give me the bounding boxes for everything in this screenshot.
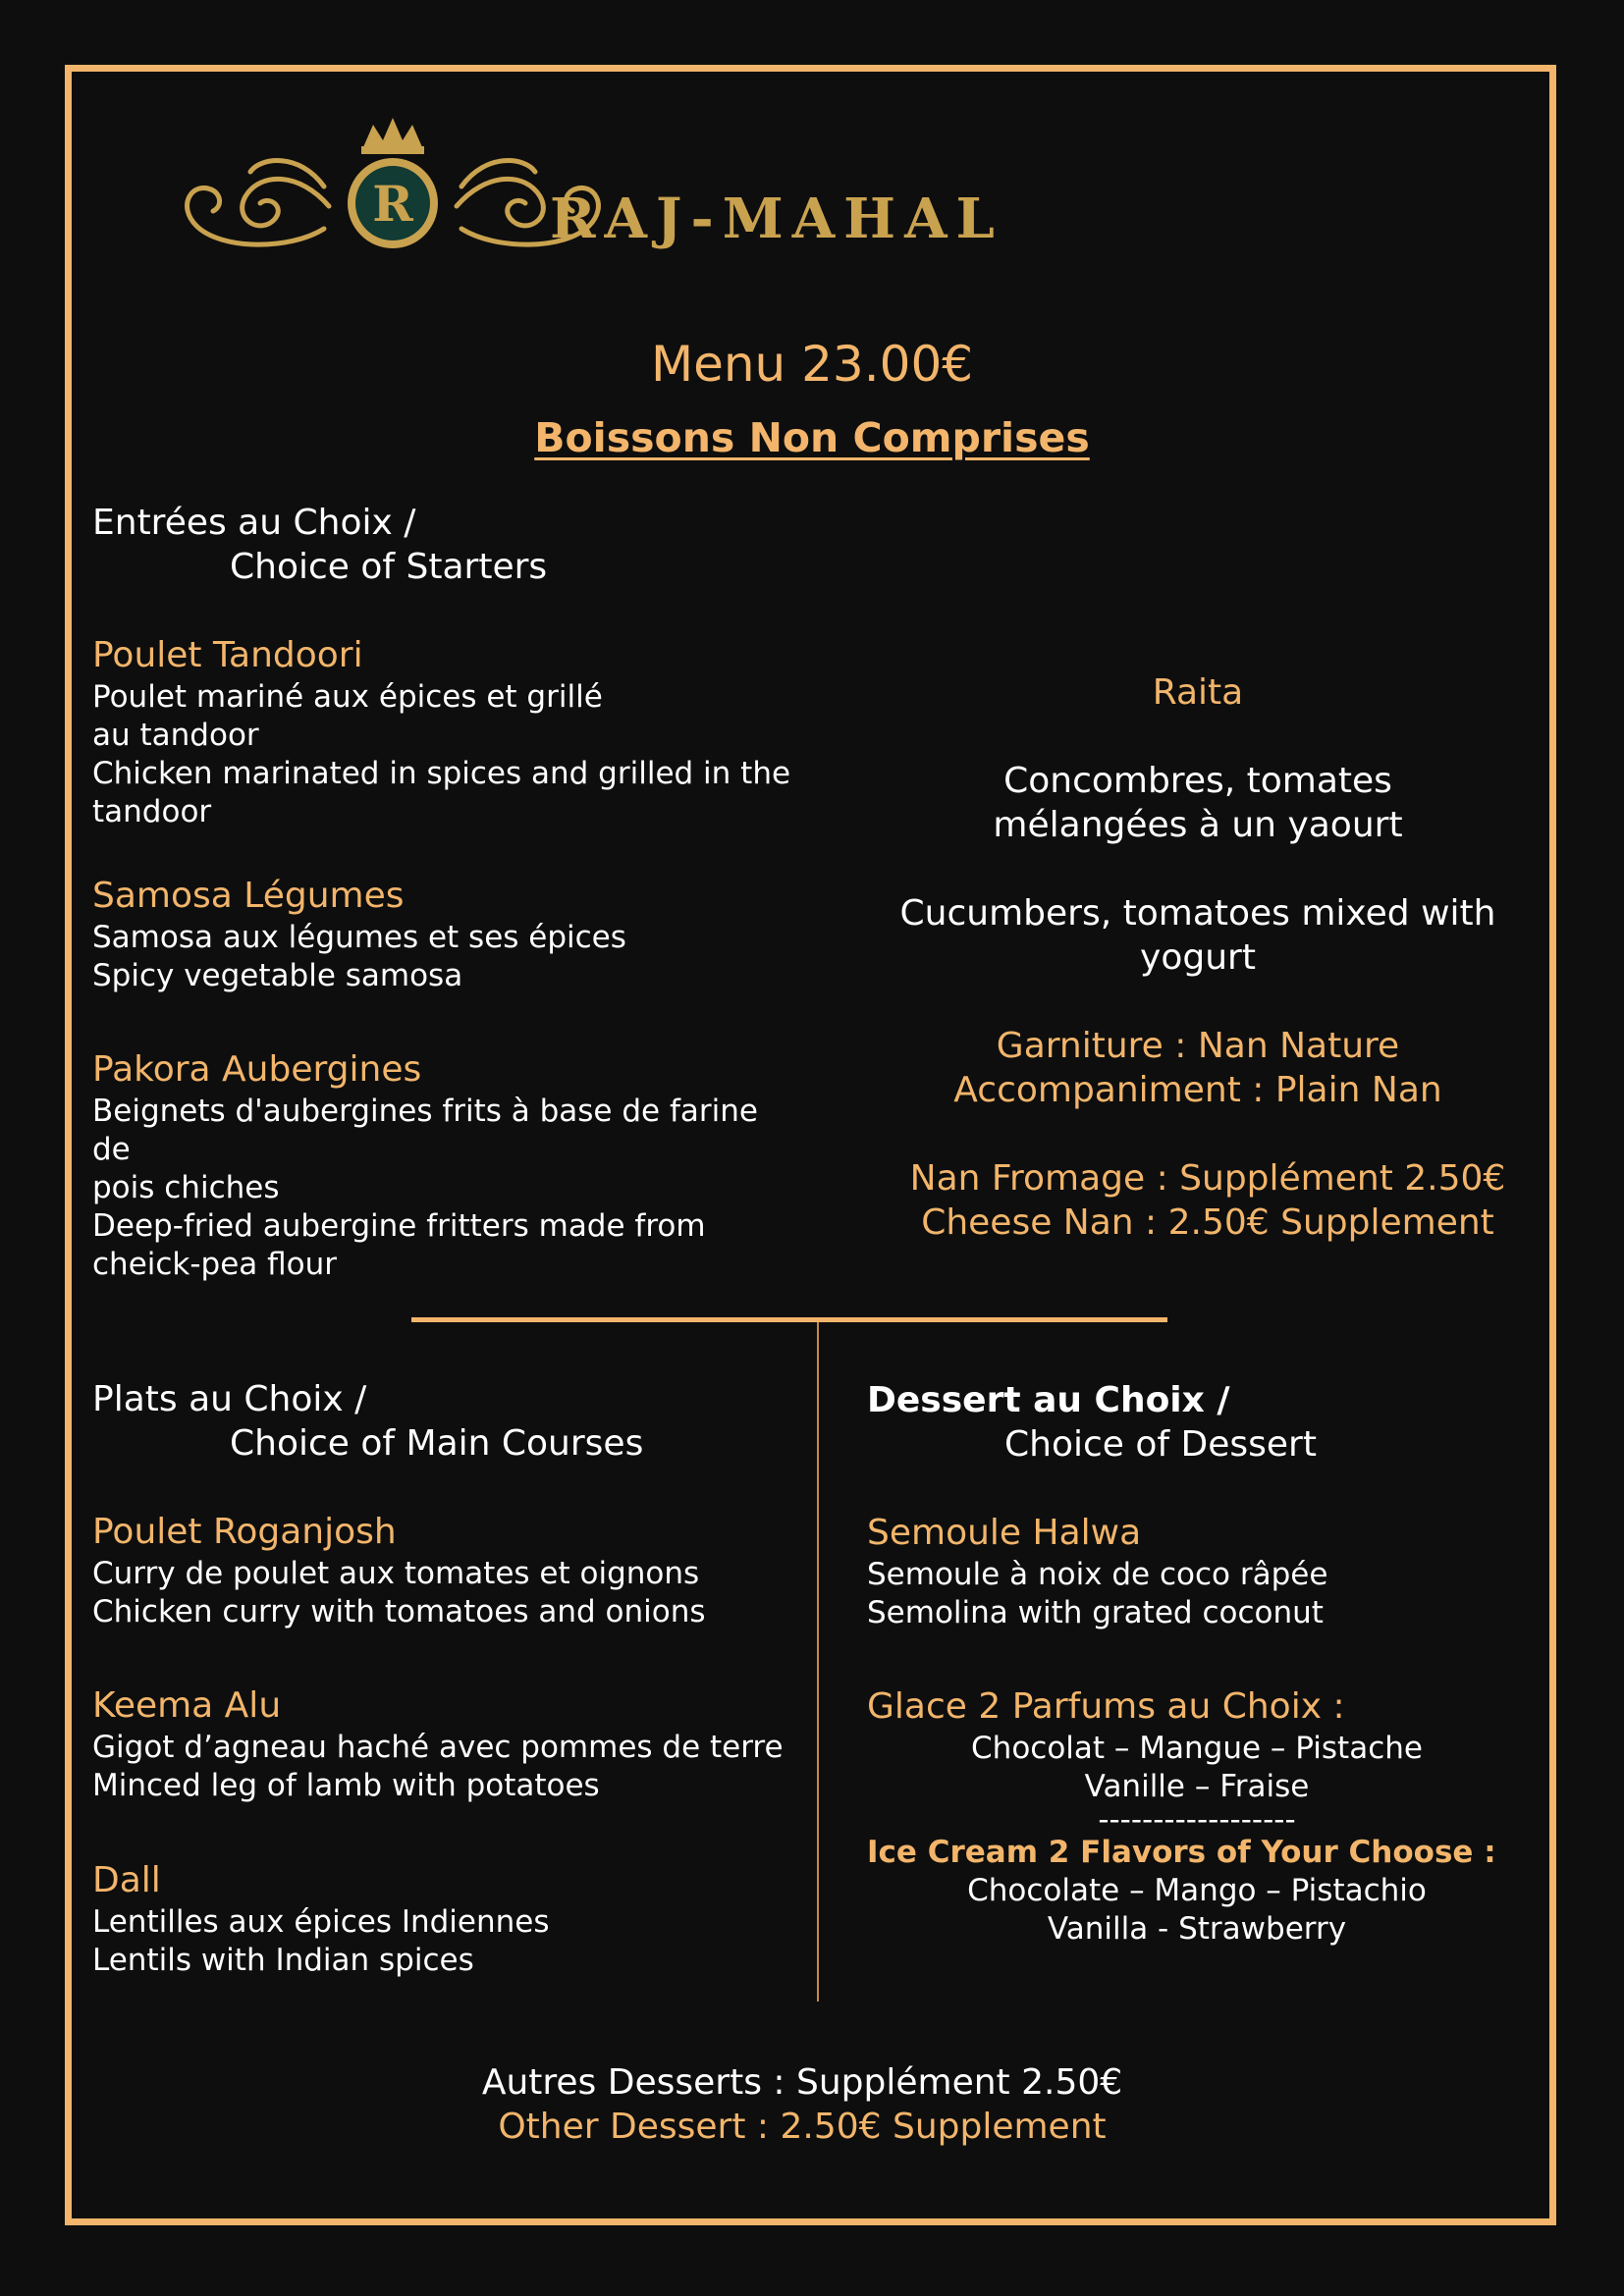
ice-flavors-fr-1: Chocolat – Mangue – Pistache bbox=[971, 1731, 1423, 1766]
dessert-desc: Semoule à noix de coco râpée Semolina with grated coconut bbox=[867, 1557, 1328, 1630]
raita-desc-en-1: Cucumbers, tomatoes mixed with bbox=[899, 893, 1496, 934]
starter-item bbox=[92, 1047, 799, 1284]
main-name: Dall bbox=[92, 1860, 161, 1900]
main-item bbox=[92, 1858, 799, 1980]
raita-desc-en-2: yogurt bbox=[1140, 937, 1256, 978]
raita-desc-fr-2: mélangées à un yaourt bbox=[993, 805, 1403, 845]
main-item bbox=[92, 1510, 799, 1631]
main-item bbox=[92, 1683, 799, 1805]
starter-name: Samosa Légumes bbox=[92, 876, 405, 916]
starter-name: Pakora Aubergines bbox=[92, 1049, 422, 1090]
main-desc: Curry de poulet aux tomates et oignons Chicken curry with tomatoes and onions bbox=[92, 1556, 706, 1629]
raita-name: Raita bbox=[1152, 672, 1244, 713]
starter-name: Poulet Tandoori bbox=[92, 635, 363, 675]
starter-item bbox=[92, 874, 799, 995]
vertical-divider bbox=[817, 1322, 819, 2002]
garniture-fr: Garniture : Nan Nature bbox=[996, 1026, 1400, 1066]
drinks-note: Boissons Non Comprises bbox=[534, 414, 1090, 461]
cheese-nan-en: Cheese Nan : 2.50€ Supplement bbox=[921, 1202, 1494, 1243]
dessert-item bbox=[867, 1511, 1535, 1632]
starter-desc: Samosa aux légumes et ses épices Spicy vegetable samosa bbox=[92, 920, 626, 993]
other-desserts-fr: Autres Desserts : Supplément 2.50€ bbox=[481, 2062, 1123, 2103]
starter-item bbox=[92, 633, 799, 831]
ice-separator: ------------------ bbox=[1098, 1802, 1296, 1838]
main-desc: Gigot d’agneau haché avec pommes de terre Minced leg of lamb with potatoes bbox=[92, 1730, 784, 1803]
ice-cream-block bbox=[867, 1684, 1535, 1949]
desserts-title: Dessert au Choix / Choice of Dessert bbox=[867, 1380, 1317, 1465]
ice-cream-title-en: Ice Cream 2 Flavors of Your Choose : bbox=[867, 1835, 1496, 1870]
starters-title: Entrées au Choix / Choice of Starters bbox=[92, 503, 548, 587]
ice-cream-title-fr: Glace 2 Parfums au Choix : bbox=[867, 1686, 1345, 1727]
main-desc: Lentilles aux épices Indiennes Lentils with Indian spices bbox=[92, 1904, 550, 1978]
ice-flavors-en-1: Chocolate – Mango – Pistachio bbox=[967, 1873, 1427, 1908]
main-name: Poulet Roganjosh bbox=[92, 1512, 397, 1552]
raita-desc-fr-1: Concombres, tomates bbox=[1003, 761, 1392, 801]
ice-flavors-fr-2: Vanille – Fraise bbox=[1084, 1769, 1310, 1804]
brand-name: RAJ-MAHAL bbox=[550, 187, 1003, 251]
ice-flavors-en-2: Vanilla - Strawberry bbox=[1047, 1911, 1347, 1947]
mains-title: Plats au Choix / Choice of Main Courses bbox=[92, 1379, 644, 1464]
horizontal-divider bbox=[411, 1317, 1167, 1322]
raita-block bbox=[884, 670, 1512, 1245]
starter-desc: Beignets d'aubergines frits à base de farine de pois chiches Deep-fried aubergine fritters made from cheick-pea flour bbox=[92, 1094, 758, 1282]
cheese-nan-fr: Nan Fromage : Supplément 2.50€ bbox=[909, 1158, 1506, 1199]
logo-letter: R bbox=[372, 175, 413, 233]
dessert-name: Semoule Halwa bbox=[867, 1513, 1142, 1553]
other-desserts-en: Other Dessert : 2.50€ Supplement bbox=[498, 2107, 1107, 2147]
menu-price: Menu 23.00€ bbox=[650, 336, 974, 393]
garniture-en: Accompaniment : Plain Nan bbox=[953, 1070, 1442, 1110]
main-name: Keema Alu bbox=[92, 1685, 282, 1726]
starter-desc: Poulet mariné aux épices et grillé au tandoor Chicken marinated in spices and grilled in the tandoor bbox=[92, 679, 791, 829]
